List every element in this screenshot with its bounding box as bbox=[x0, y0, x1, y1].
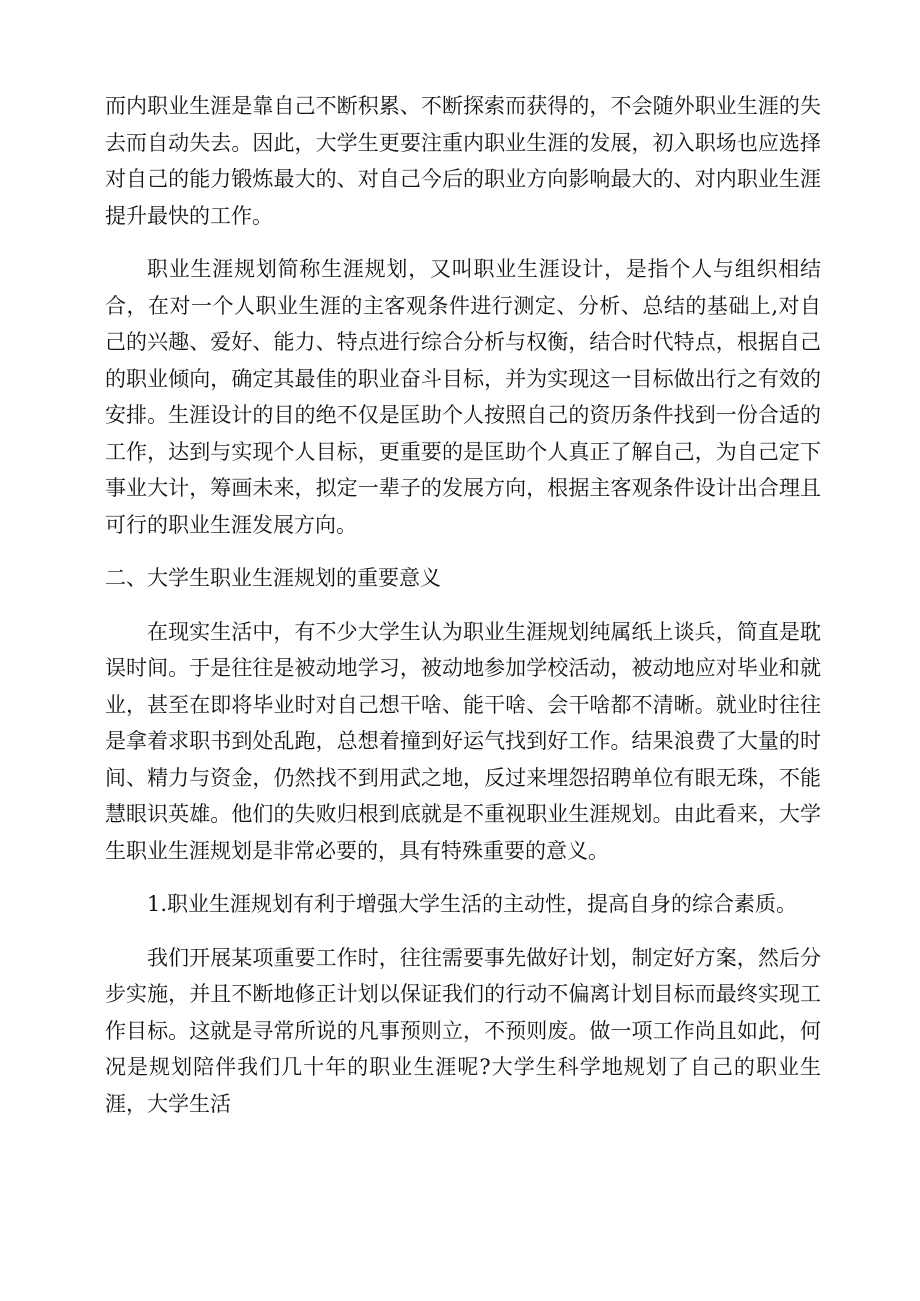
paragraph-definition: 职业生涯规划简称生涯规划，又叫职业生涯设计，是指个人与组织相结合，在对一个人职业生涯的主客观条件进行测定、分析、总结的基础上,对自己的兴趣、爱好、能力、特点进行综合分析与权衡，结合时代特点，根据自己的职业倾向，确定其最佳的职业奋斗目标，并为实现这一目标做出行之有效的安排。生涯设计的目的绝不仅是匡助个人按照自己的资历条件找到一份合适的工作，达到与实现个人目标，更重要的是匡助个人真正了解自己，为自己定下事业大计，筹画未来，拟定一辈子的发展方向，根据主客观条件设计出合理且可行的职业生涯发展方向。 bbox=[105, 257, 821, 537]
subsection-heading: 1.职业生涯规划有利于增强大学生活的主动性，提高自身的综合素质。 bbox=[147, 892, 798, 916]
document-page bbox=[105, 88, 821, 1139]
paragraph-reality: 在现实生活中，有不少大学生认为职业生涯规划纯属纸上谈兵，简直是耽误时间。于是往往是被动地学习，被动地参加学校活动，被动地应对毕业和就业，甚至在即将毕业时对自己想干啥、能干啥、会干啥都不清晰。就业时往往是拿着求职书到处乱跑，总想着撞到好运气找到好工作。结果浪费了大量的时间、精力与资金，仍然找不到用武之地，反过来埋怨招聘单位有眼无珠，不能慧眼识英雄。他们的失败归根到底就是不重视职业生涯规划。由此看来，大学生职业生涯规划是非常必要的，具有特殊重要的意义。 bbox=[105, 619, 821, 863]
paragraph-planning: 我们开展某项重要工作时，往往需要事先做好计划，制定好方案，然后分步实施，并且不断地修正计划以保证我们的行动不偏离计划目标而最终实现工作目标。这就是寻常所说的凡事预则立，不预则废。做一项工作尚且如此，何况是规划陪伴我们几十年的职业生涯呢?大学生科学地规划了自己的职业生涯，大学生活 bbox=[105, 945, 821, 1116]
section-heading: 二、大学生职业生涯规划的重要意义 bbox=[105, 566, 441, 590]
paragraph-intro: 而内职业生涯是靠自己不断积累、不断探索而获得的，不会随外职业生涯的失去而自动失去。因此，大学生更要注重内职业生涯的发展，初入职场也应选择对自己的能力锻炼最大的、对自己今后的职业方向影响最大的、对内职业生涯提升最快的工作。 bbox=[105, 94, 821, 228]
